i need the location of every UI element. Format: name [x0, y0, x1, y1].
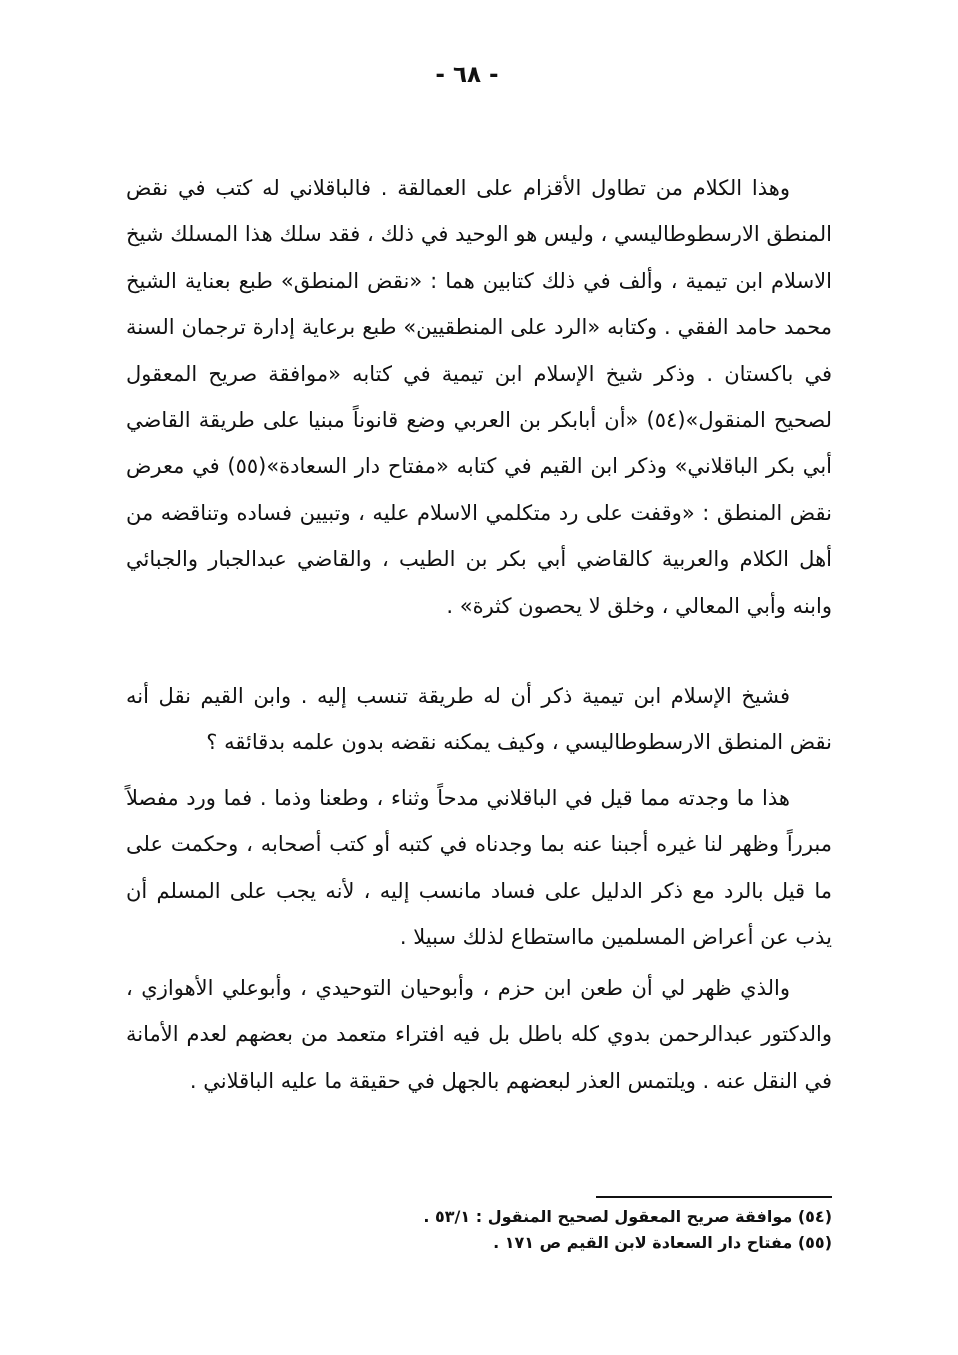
footnotes: [126, 1204, 832, 1256]
footnote-54: (٥٤) موافقة صريح المعقول لصحيح المنقول : ٥٣/١ .: [423, 1207, 832, 1226]
footnote-divider: [596, 1196, 832, 1198]
paragraph-1: وهذا الكلام من تطاول الأقزام على العمالقة . فالباقلاني له كتب في نقض المنطق الارسطوطاليسي ، وليس هو الوحيد في ذلك ، فقد سلك هذا المسلك شيخ الاسلام ابن تيمية ، وألف في ذلك كتابين هما : «نقض المنطق» طبع بعناية الشيخ محمد حامد الفقي . وكتابه «الرد على المنطقيين» طبع برعاية إدارة ترجمان السنة في باكستان . وذكر شيخ الإسلام ابن تيمية في كتابه «موافقة صريح المعقول لصحيح المنقول»(٥٤) «أن أبابكر بن العربي وضع قانوناً مبنيا على طريقة القاضي أبي بكر الباقلاني» وذكر ابن القيم في كتابه «مفتاح دار السعادة»(٥٥) في معرض نقض المنطق : «وقفت على رد متكلمي الاسلام عليه ، وتبيين فساده وتناقضه من أهل الكلام والعربية كالقاضي أبي بكر بن الطيب ، والقاضي عبدالجبار والجبائي وابنه وأبي المعالي ، وخلق لا يحصون كثرة» .: [126, 176, 832, 618]
footnote-55: (٥٥) مفتاح دار السعادة لابن القيم ص ١٧١ .: [493, 1233, 832, 1252]
paragraph-2: فشيخ الإسلام ابن تيمية ذكر أن له طريقة تنسب إليه . وابن القيم نقل أنه نقض المنطق الارسطوطاليسي ، وكيف يمكنه نقضه بدون علمه بدقائقه ؟: [126, 684, 832, 755]
page-number: - ٦٨ -: [435, 62, 499, 88]
paragraph-3: هذا ما وجدته مما قيل في الباقلاني مدحاً وثناء ، وطعنا وذما . فما ورد مفصلاً مبرراً وظهر لنا غيره أجبنا عنه بما وجدناه في كتبه أو كتب أصحابه ، وحكمت على ما قيل بالرد مع ذكر الدليل على فساد مانسب إليه ، لأنه يجب على المسلم أن يذب عن أعراض المسلمين مااستطاع لذلك سبيلا .: [126, 786, 832, 950]
paragraph-4: والذي ظهر لي أن طعن ابن حزم ، وأبوحيان التوحيدي ، وأبوعلي الأهوازي ، والدكتور عبدالرحمن بدوي كله باطل بل فيه افتراء متعمد من بعضهم لعدم الأمانة في النقل عنه . ويلتمس العذر لبعضهم بالجهل في حقيقة ما عليه الباقلاني .: [126, 976, 832, 1093]
